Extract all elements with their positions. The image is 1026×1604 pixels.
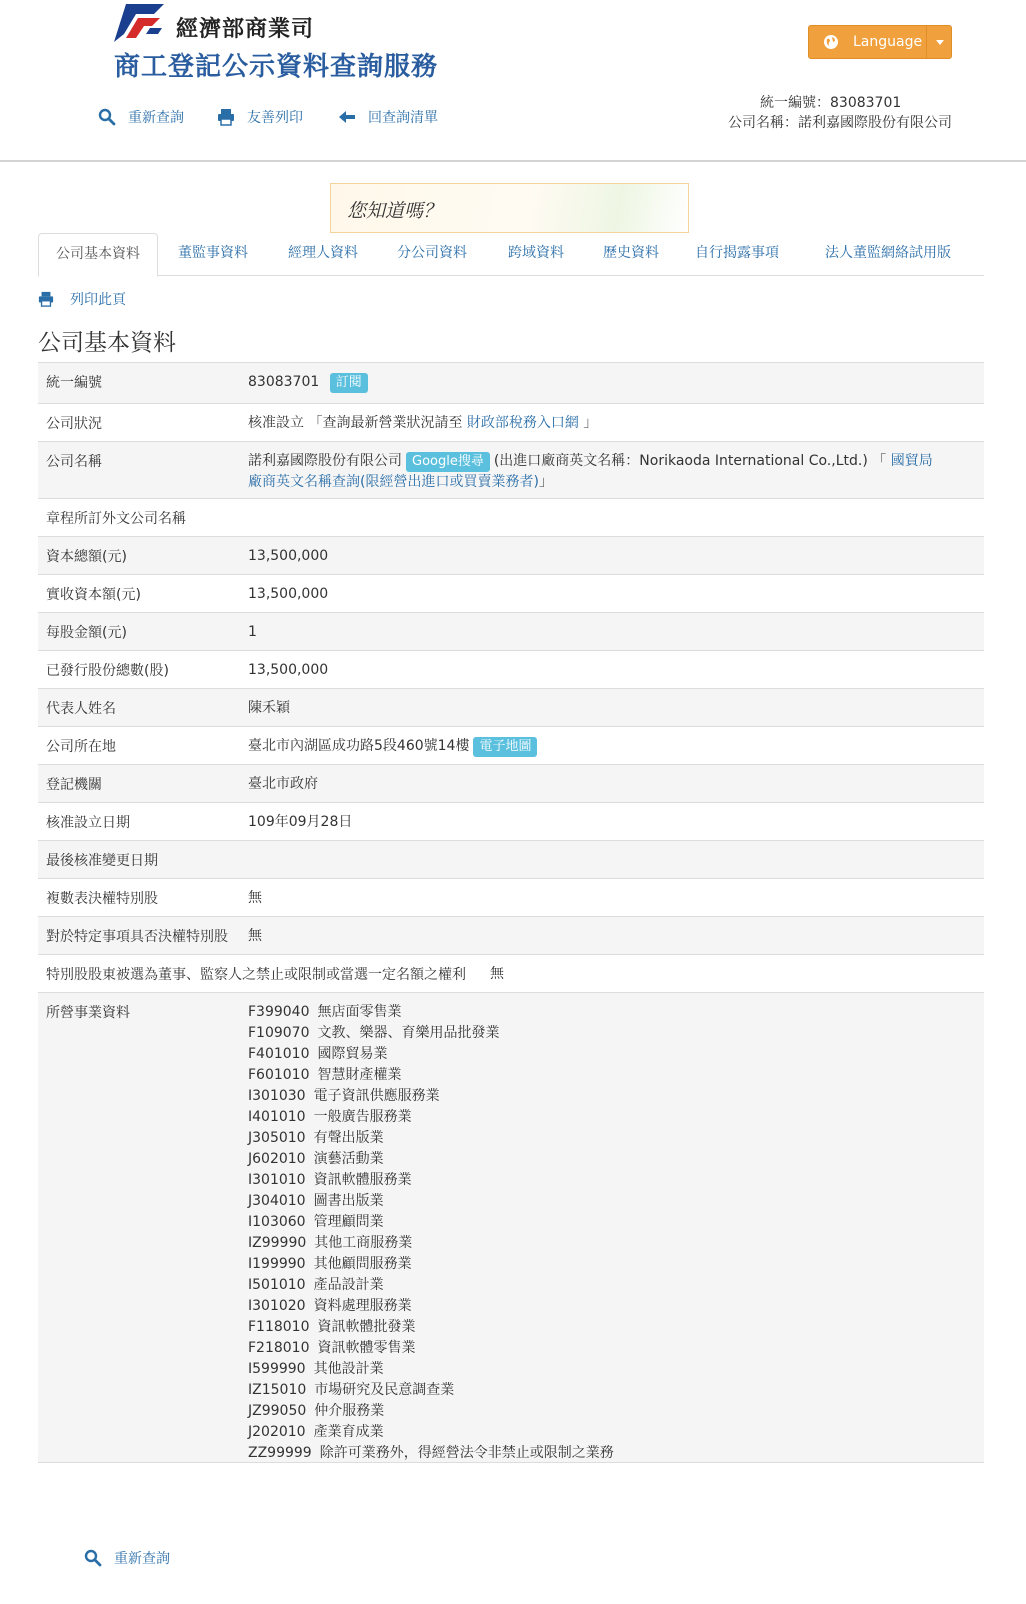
print-this-page-link[interactable] xyxy=(38,289,126,309)
tab-cross-domain[interactable]: 跨域資料 xyxy=(508,245,564,261)
capital-total-value: 13,500,000 xyxy=(248,548,329,564)
business-code: ZZ99999 xyxy=(248,1445,312,1461)
business-code: F601010 xyxy=(248,1067,310,1083)
business-name: 其他設計業 xyxy=(313,1361,384,1377)
row-capital-paid xyxy=(38,575,984,613)
row-multi-vote xyxy=(38,879,984,917)
ban-value-cell xyxy=(248,363,984,403)
business-name: 產業育成業 xyxy=(313,1424,384,1440)
tab-self-disclosure[interactable]: 自行揭露事項 xyxy=(695,245,779,261)
business-name: 文教、樂器、育樂用品批發業 xyxy=(317,1025,500,1041)
capital-paid-value: 13,500,000 xyxy=(248,586,329,602)
row-company-name xyxy=(38,442,984,499)
business-code: I301020 xyxy=(248,1298,306,1314)
bottom-requery-link[interactable] xyxy=(84,1548,170,1568)
company-info-table xyxy=(38,362,984,1463)
row-par-value xyxy=(38,613,984,651)
row-authority xyxy=(38,765,984,803)
subscribe-button[interactable]: 訂閱 xyxy=(330,373,368,393)
trade-bureau-english-name-link[interactable]: 廠商英文名稱查詢(限經營出進口或買賣業務者) xyxy=(248,474,539,490)
status-value-cell xyxy=(248,404,984,441)
business-name: 其他工商服務業 xyxy=(314,1235,413,1251)
section-title: 公司基本資料 xyxy=(38,330,176,356)
row-special-elect xyxy=(38,955,984,993)
ministry-logo-icon xyxy=(114,4,164,42)
row-representative xyxy=(38,689,984,727)
ban-label: 統一編號 xyxy=(46,375,102,391)
english-name: (出進口廠商英文名稱：Norikaoda International Co.,Ltd.) 「 xyxy=(493,453,887,469)
did-you-know-banner[interactable]: 您知道嗎？ xyxy=(330,183,689,233)
row-address xyxy=(38,727,984,765)
ministry-name: 經濟部商業司 xyxy=(176,17,315,42)
business-code: J602010 xyxy=(248,1151,306,1167)
business-code: IZ99990 xyxy=(248,1235,307,1251)
foreign-name-value xyxy=(248,499,984,536)
tab-managers[interactable]: 經理人資料 xyxy=(288,245,358,261)
business-list xyxy=(248,1002,964,1464)
requery-label: 重新查詢 xyxy=(128,110,184,126)
business-item xyxy=(248,1065,964,1086)
business-code: I401010 xyxy=(248,1109,306,1125)
business-name: 電子資訊供應服務業 xyxy=(313,1088,440,1104)
business-item xyxy=(248,1422,964,1443)
business-item xyxy=(248,1128,964,1149)
status-value: 核准設立 「查詢最新營業狀況請至 xyxy=(248,415,463,431)
approved-date-value: 109年09月28日 xyxy=(248,814,353,830)
friendly-print-link[interactable] xyxy=(217,106,303,128)
business-label: 所營事業資料 xyxy=(46,1005,130,1021)
search-icon xyxy=(84,1549,102,1567)
business-code: JZ99050 xyxy=(248,1403,307,1419)
approved-date-label: 核准設立日期 xyxy=(46,815,130,831)
business-name: 資料處理服務業 xyxy=(313,1298,412,1314)
language-divider xyxy=(926,26,927,58)
tax-portal-link[interactable]: 財政部稅務入口網 xyxy=(466,415,579,431)
shares-issued-value: 13,500,000 xyxy=(248,662,329,678)
row-shares-issued xyxy=(38,651,984,689)
business-item xyxy=(248,1380,964,1401)
business-name: 除許可業務外，得經營法令非禁止或限制之業務 xyxy=(319,1445,614,1461)
row-foreign-name xyxy=(38,499,984,537)
business-item xyxy=(248,1044,964,1065)
back-to-list-link[interactable] xyxy=(338,106,438,128)
row-veto xyxy=(38,917,984,955)
foreign-name-label: 章程所訂外文公司名稱 xyxy=(46,511,186,527)
language-label: Language xyxy=(853,34,923,50)
trade-bureau-link[interactable]: 國貿局 xyxy=(890,453,933,469)
representative-label: 代表人姓名 xyxy=(46,701,116,717)
tab-company-basic[interactable]: 公司基本資料 xyxy=(38,233,158,277)
business-name: 無店面零售業 xyxy=(317,1004,402,1020)
multi-vote-value: 無 xyxy=(248,890,262,906)
veto-label: 對於特定事項具否決權特別股 xyxy=(46,929,228,945)
capital-paid-label: 實收資本額(元) xyxy=(46,587,141,603)
capital-total-label: 資本總額(元) xyxy=(46,549,127,565)
par-value-label: 每股金額(元) xyxy=(46,625,127,641)
multi-vote-label: 複數表決權特別股 xyxy=(46,891,158,907)
print-icon xyxy=(38,291,54,307)
representative-value: 陳禾穎 xyxy=(248,700,290,716)
map-button[interactable]: 電子地圖 xyxy=(473,737,537,757)
business-name: 資訊軟體服務業 xyxy=(313,1172,412,1188)
business-code: J202010 xyxy=(248,1424,306,1440)
row-capital-total xyxy=(38,537,984,575)
business-item xyxy=(248,1359,964,1380)
business-value-cell xyxy=(248,993,984,1462)
requery-link[interactable] xyxy=(98,106,184,128)
address-value: 臺北市內湖區成功路5段460號14樓 xyxy=(248,738,470,754)
special-elect-value: 無 xyxy=(490,966,504,982)
business-code: I301010 xyxy=(248,1172,306,1188)
business-name: 國際貿易業 xyxy=(317,1046,388,1062)
header-company-name: 公司名稱：諾利嘉國際股份有限公司 xyxy=(728,115,952,131)
business-name: 圖書出版業 xyxy=(313,1193,384,1209)
address-value-cell xyxy=(248,727,984,764)
business-code: F218010 xyxy=(248,1340,310,1356)
company-name-value: 諾利嘉國際股份有限公司 xyxy=(248,453,402,469)
business-item xyxy=(248,1233,964,1254)
tab-directors[interactable]: 董監事資料 xyxy=(178,245,248,261)
print-this-page-label: 列印此頁 xyxy=(70,292,126,308)
business-name: 智慧財產權業 xyxy=(317,1067,402,1083)
business-code: I199990 xyxy=(248,1256,306,1272)
business-item xyxy=(248,1275,964,1296)
shares-issued-label: 已發行股份總數(股) xyxy=(46,663,169,679)
tab-director-network[interactable]: 法人董監網絡試用版 xyxy=(825,245,951,261)
business-item xyxy=(248,1317,964,1338)
business-name: 有聲出版業 xyxy=(313,1130,384,1146)
business-name: 仲介服務業 xyxy=(314,1403,385,1419)
print-icon xyxy=(217,108,235,126)
business-code: F118010 xyxy=(248,1319,310,1335)
company-name-label: 公司名稱 xyxy=(46,454,102,470)
row-ban xyxy=(38,363,984,404)
row-status xyxy=(38,404,984,442)
business-code: J305010 xyxy=(248,1130,306,1146)
authority-label: 登記機關 xyxy=(46,777,102,793)
company-name-value-cell xyxy=(248,442,984,498)
business-code: F399040 xyxy=(248,1004,310,1020)
par-value-value: 1 xyxy=(248,624,257,640)
back-to-list-label: 回查詢清單 xyxy=(368,110,438,126)
tab-branches[interactable]: 分公司資料 xyxy=(397,245,467,261)
business-code: F401010 xyxy=(248,1046,310,1062)
business-code: I301030 xyxy=(248,1088,306,1104)
business-name: 其他顧問服務業 xyxy=(313,1256,412,1272)
business-item xyxy=(248,1296,964,1317)
business-code: I599990 xyxy=(248,1361,306,1377)
row-business xyxy=(38,993,984,1463)
site-header xyxy=(0,0,1026,162)
service-title: 商工登記公示資料查詢服務 xyxy=(114,52,439,82)
business-name: 資訊軟體零售業 xyxy=(317,1340,416,1356)
business-code: IZ15010 xyxy=(248,1382,307,1398)
language-dropdown-button[interactable] xyxy=(808,25,952,59)
tab-bar xyxy=(38,233,984,276)
special-elect-label: 特別股股東被選為董事、監察人之禁止或限制或當選一定名額之權利 xyxy=(46,967,466,983)
business-name: 一般廣告服務業 xyxy=(313,1109,412,1125)
friendly-print-label: 友善列印 xyxy=(247,110,303,126)
status-label: 公司狀況 xyxy=(46,416,102,432)
business-item xyxy=(248,1191,964,1212)
company-name-suffix: 」 xyxy=(538,474,553,490)
business-item xyxy=(248,1149,964,1170)
google-search-button[interactable]: Google搜尋 xyxy=(406,452,490,472)
business-item xyxy=(248,1023,964,1044)
business-item xyxy=(248,1086,964,1107)
row-last-change-date xyxy=(38,841,984,879)
row-approved-date xyxy=(38,803,984,841)
business-item xyxy=(248,1254,964,1275)
business-name: 管理顧問業 xyxy=(313,1214,384,1230)
bottom-requery-label: 重新查詢 xyxy=(114,1551,170,1567)
business-item xyxy=(248,1212,964,1233)
business-code: I103060 xyxy=(248,1214,306,1230)
business-name: 產品設計業 xyxy=(313,1277,384,1293)
business-item xyxy=(248,1443,964,1464)
business-code: I501010 xyxy=(248,1277,306,1293)
chevron-down-icon[interactable] xyxy=(936,40,944,45)
arrow-left-icon xyxy=(338,108,356,126)
last-change-date-label: 最後核准變更日期 xyxy=(46,853,158,869)
business-name: 演藝活動業 xyxy=(313,1151,384,1167)
veto-value: 無 xyxy=(248,928,262,944)
business-code: J304010 xyxy=(248,1193,306,1209)
business-item xyxy=(248,1338,964,1359)
header-ban: 統一編號：83083701 xyxy=(760,95,902,111)
last-change-date-value xyxy=(248,841,984,878)
globe-icon xyxy=(823,34,839,50)
business-item xyxy=(248,1002,964,1023)
ban-value: 83083701 xyxy=(248,374,320,390)
business-item xyxy=(248,1170,964,1191)
business-name: 市場研究及民意調查業 xyxy=(314,1382,455,1398)
business-item xyxy=(248,1107,964,1128)
search-icon xyxy=(98,108,116,126)
business-name: 資訊軟體批發業 xyxy=(317,1319,416,1335)
status-suffix: 」 xyxy=(583,415,598,431)
business-item xyxy=(248,1401,964,1422)
address-label: 公司所在地 xyxy=(46,739,116,755)
authority-value: 臺北市政府 xyxy=(248,776,318,792)
business-code: F109070 xyxy=(248,1025,310,1041)
tab-history[interactable]: 歷史資料 xyxy=(603,245,659,261)
